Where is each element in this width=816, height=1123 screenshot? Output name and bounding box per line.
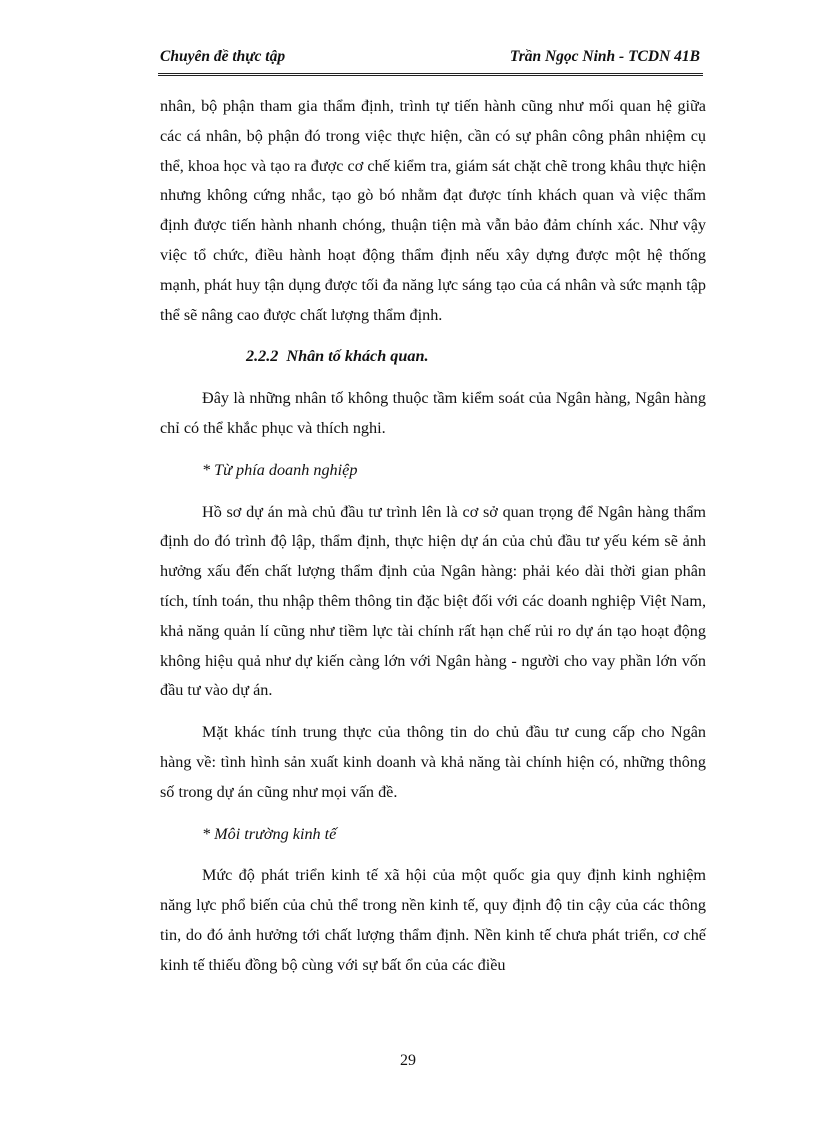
- subheading-enterprise: * Từ phía doanh nghiệp: [202, 460, 358, 479]
- section-heading: [160, 342, 706, 372]
- paragraph-4: Mặt khác tính trung thực của thông tin do chủ đầu tư cung cấp cho Ngân hàng về: tình hình sản xuất kinh doanh và khả năng tài chính hiện có, những thông số trong dự án cũng như mọi vấn đề.: [160, 723, 706, 801]
- header-title: Chuyên đề thực tập: [160, 48, 286, 65]
- paragraph-1: nhân, bộ phận tham gia thẩm định, trình tự tiến hành cũng như mối quan hệ giữa các cá nhân, bộ phận đó trong việc thực hiện, cần có sự phân công phân nhiệm cụ thể, khoa học và tạo ra được cơ chế kiểm tra, giám sát chặt chẽ trong khâu thực hiện nhưng không cứng nhắc, tạo gò bó nhằm đạt được tính khách quan và việc thẩm định được tiến hành nhanh chóng, thuận tiện mà vẫn bảo đảm chính xác. Như vậy việc tổ chức, điều hành hoạt động thẩm định nếu xây dựng được một hệ thống mạnh, phát huy tận dụng được tối đa năng lực sáng tạo của cá nhân và sức mạnh tập thể sẽ nâng cao được chất lượng thẩm định.: [160, 97, 706, 324]
- running-header: [160, 48, 700, 72]
- paragraph-2: Đây là những nhân tố không thuộc tầm kiểm soát của Ngân hàng, Ngân hàng chỉ có thể khắc phục và thích nghi.: [160, 389, 706, 437]
- page-number: 29: [400, 1052, 416, 1069]
- header-author: Trần Ngọc Ninh - TCDN 41B: [509, 48, 700, 65]
- subheading-economy: * Môi trường kinh tế: [202, 824, 337, 843]
- paragraph-3: Hồ sơ dự án mà chủ đầu tư trình lên là cơ sở quan trọng để Ngân hàng thẩm định do đó trình độ lập, thẩm định, thực hiện dự án của chủ đầu tư yếu kém sẽ ảnh hưởng xấu đến chất lượng thẩm định của Ngân hàng: phải kéo dài thời gian phân tích, tính toán, thu nhập thêm thông tin đặc biệt đối với các doanh nghiệp Việt Nam, khả năng quản lí cũng như tiềm lực tài chính rất hạn chế rủi ro dự án tạo hoạt động không hiệu quả như dự kiến càng lớn với Ngân hàng - người cho vay phần lớn vốn đầu tư vào dự án.: [160, 502, 706, 700]
- body-text: [160, 92, 706, 981]
- paragraph-5: Mức độ phát triển kinh tế xã hội của một quốc gia quy định kinh nghiệm năng lực phổ biến của chủ thể trong nền kinh tế, quy định độ tin cậy của các thông tin, do đó ảnh hưởng tới chất lượng thẩm định. Nền kinh tế chưa phát triển, cơ chế kinh tế thiếu đồng bộ cùng với sự bất ổn của các điều: [160, 866, 706, 974]
- header-rule: [158, 73, 703, 76]
- section-title: Nhân tố khách quan.: [286, 347, 429, 366]
- section-number: 2.2.2: [246, 347, 279, 366]
